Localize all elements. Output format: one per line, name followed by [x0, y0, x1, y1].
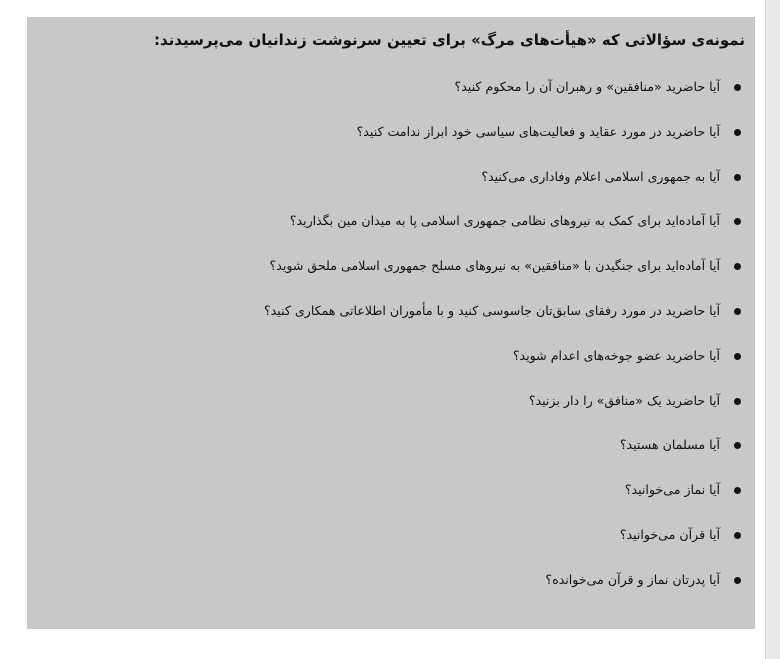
- question-text: آیا پدرتان نماز و قرآن می‌خوانده؟: [545, 571, 720, 587]
- question-text: آیا حاضرید «منافقین» و رهبران آن را محکوم کنید؟: [454, 79, 720, 94]
- list-item: [264, 258, 741, 303]
- questions-list: [264, 79, 741, 617]
- list-item: [264, 169, 741, 214]
- question-text: آیا قرآن می‌خوانید؟: [619, 526, 720, 542]
- list-item: [264, 393, 741, 438]
- questions-box: [27, 17, 755, 629]
- list-item: [264, 79, 741, 124]
- list-item: [264, 482, 741, 527]
- bullet-icon: [734, 174, 741, 181]
- question-text: آیا آماده‌اید برای کمک به نیروهای نظامی جمهوری اسلامی پا به میدان مین بگذارید؟: [289, 213, 720, 229]
- bullet-icon: [734, 308, 741, 315]
- list-item: [264, 213, 741, 258]
- question-text: آیا حاضرید یک «منافق» را دار بزنید؟: [528, 392, 720, 408]
- question-text: آیا به جمهوری اسلامی اعلام وفاداری می‌کنید؟: [481, 168, 720, 184]
- question-text: آیا آماده‌اید برای جنگیدن با «منافقین» به نیروهای مسلح جمهوری اسلامی ملحق شوید؟: [269, 258, 720, 274]
- question-text: آیا نماز می‌خوانید؟: [624, 482, 720, 498]
- list-item: [264, 527, 741, 572]
- bullet-icon: [734, 353, 741, 360]
- question-text: آیا حاضرید در مورد رفقای سابق‌تان جاسوسی کنید و با مأموران اطلاعاتی همکاری کنید؟: [263, 302, 720, 318]
- list-item: [264, 437, 741, 482]
- question-text: آیا مسلمان هستید؟: [619, 437, 720, 453]
- list-item: [264, 303, 741, 348]
- bullet-icon: [734, 84, 741, 91]
- question-text: آیا حاضرید عضو جوخه‌های اعدام شوید؟: [512, 347, 720, 363]
- bullet-icon: [734, 218, 741, 225]
- scrollbar-track[interactable]: [765, 0, 780, 659]
- box-title: نمونه‌ی سؤالاتی که «هیأت‌های مرگ» برای تعیین سرنوشت زندانیان می‌پرسیدند:: [154, 31, 745, 49]
- bullet-icon: [734, 129, 741, 136]
- bullet-icon: [734, 442, 741, 449]
- list-item: [264, 348, 741, 393]
- list-item: [264, 572, 741, 617]
- bullet-icon: [734, 398, 741, 405]
- question-text: آیا حاضرید در مورد عقاید و فعالیت‌های سیاسی خود ابراز ندامت کنید؟: [356, 123, 720, 139]
- bullet-icon: [734, 532, 741, 539]
- bullet-icon: [734, 487, 741, 494]
- bullet-icon: [734, 577, 741, 584]
- list-item: [264, 124, 741, 169]
- bullet-icon: [734, 263, 741, 270]
